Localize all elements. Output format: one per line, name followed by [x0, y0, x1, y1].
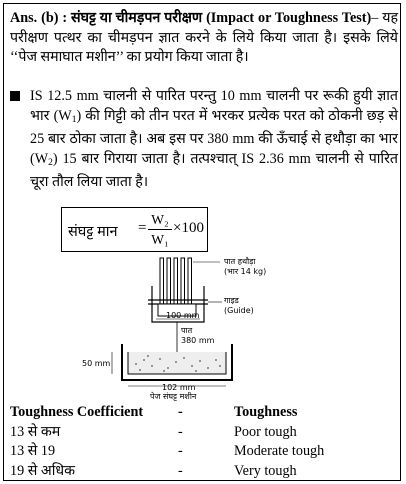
formula-label: संघट्ट मान: [68, 224, 118, 240]
guide-label-hindi: गाइड: [224, 296, 239, 305]
header-coefficient: Toughness Coefficient: [10, 404, 144, 420]
formula-numerator: W₂: [148, 212, 172, 230]
top-width-label: 100 mm: [166, 311, 200, 320]
formula-denominator: W₁: [151, 232, 169, 247]
cup-width-label: 102 mm: [162, 383, 196, 392]
procedure-paragraph: [10, 87, 398, 193]
subscript-2: 2: [48, 157, 53, 168]
table-row: [10, 423, 400, 443]
toughness-table: [10, 403, 400, 481]
row-dash: -: [178, 423, 183, 440]
header-toughness: Toughness: [234, 404, 298, 420]
subscript-1: 1: [71, 114, 77, 125]
heading-hindi: संघट्ट या चीमड़पन परीक्षण: [70, 10, 203, 26]
fall-label: पात: [181, 326, 193, 335]
formula-equals: =: [138, 220, 147, 236]
table-header-row: [10, 403, 400, 423]
answer-frame: [3, 3, 401, 481]
diagram-caption: पेज संघट्ट मशीन: [150, 392, 197, 401]
row-toughness: Poor tough: [234, 423, 297, 440]
formula-multiplier: ×100: [173, 220, 204, 236]
guide-label-english: (Guide): [224, 306, 254, 315]
formula-fraction: [148, 212, 172, 249]
answer-paragraph: [10, 9, 398, 68]
table-row: [10, 442, 400, 462]
row-toughness: Very tough: [234, 462, 297, 479]
row-coefficient: 13 से कम: [10, 423, 61, 440]
cup-inner: [128, 352, 226, 374]
header-dash: -: [178, 404, 183, 420]
table-row: [10, 462, 400, 482]
cup-depth-label: 50 mm: [82, 359, 111, 368]
row-coefficient: 19 से अधिक: [10, 462, 76, 479]
row-dash: -: [178, 443, 183, 459]
impact-machine-diagram: [64, 256, 304, 401]
procedure-text-1: IS 12.5 mm चालनी से पारित परन्तु 10 mm चालनी पर रूकी हुयी ज्ञात भार (W: [30, 88, 398, 124]
fall-height-label: 380 mm: [181, 336, 215, 345]
square-bullet-icon: [10, 91, 20, 101]
answer-label: Ans. (b) :: [10, 10, 68, 26]
row-toughness: Moderate tough: [234, 443, 325, 459]
row-dash: -: [178, 462, 183, 479]
procedure-text-3: ) 15 बार गिराया जाता है। तत्पश्चात् IS 2.36 mm चालनी से पारित चूरा तौल लिया जाता है।: [30, 150, 398, 191]
row-coefficient: 13 से 19: [10, 443, 56, 459]
hammer-label: पात हथौड़ा: [224, 257, 256, 266]
impact-value-formula: [61, 207, 208, 252]
heading-description: – यह परीक्षण पत्थर का चीमड़पन ज्ञात करने के लिये किया जाता है। इसके लिये ‘‘पेज समाघात मशीन’’ का प्रयोग किया जाता है।: [10, 10, 399, 66]
hammer-weight: (भार 14 kg): [224, 267, 267, 276]
procedure-text-2: ) की गिट्टी को तीन परत में भरकर प्रत्येक परत को ठोकनी छड़ से 25 बार ठोका जाता है। अब इस पर 380 mm की ऊँचाई से हथौड़ा का भार (W: [30, 107, 398, 167]
heading-english: (Impact or Toughness Test): [206, 10, 372, 26]
